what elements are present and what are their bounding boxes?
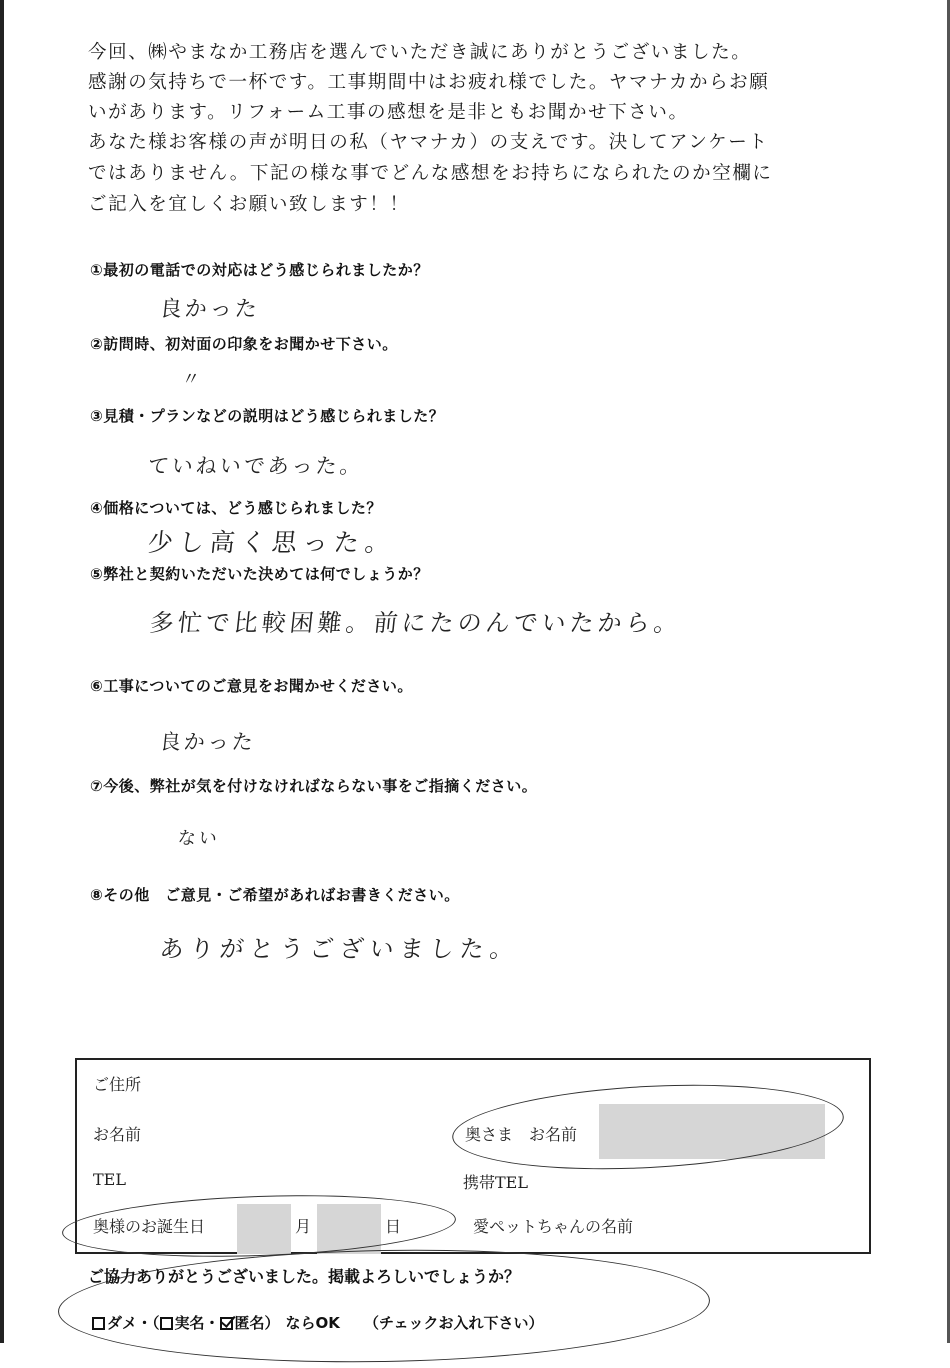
name-label: お名前 bbox=[93, 1125, 142, 1144]
consent-options bbox=[92, 1312, 544, 1333]
answer-4-handwritten: 少し高く思った。 bbox=[146, 528, 398, 557]
intro-line: 今回、㈱やまなか工務店を選んでいただき誠にありがとうございました。 bbox=[88, 42, 752, 63]
day-suffix: 日 bbox=[385, 1217, 402, 1236]
intro-line: いがあります。リフォーム工事の感想を是非ともお聞かせ下さい。 bbox=[88, 102, 689, 123]
anonymous-checkbox[interactable] bbox=[220, 1317, 233, 1330]
mobile-tel-label: 携帯TEL bbox=[463, 1173, 528, 1192]
tel-label: TEL bbox=[93, 1170, 126, 1189]
answer-1-handwritten: 良かった bbox=[158, 297, 262, 322]
question-8-label: ⑧その他 ご意見・ご希望があればお書きください。 bbox=[90, 886, 460, 904]
pet-name-label: 愛ペットちゃんの名前 bbox=[473, 1217, 634, 1236]
real-name-option-label: 実名・ bbox=[174, 1314, 220, 1332]
question-1-label: ①最初の電話での対応はどう感じられましたか？ bbox=[90, 261, 429, 279]
question-6-label: ⑥工事についてのご意見をお聞かせください。 bbox=[90, 677, 413, 695]
ng-option-label: ダメ・（ bbox=[107, 1314, 160, 1332]
question-3-label: ③見積・プランなどの説明はどう感じられました？ bbox=[90, 407, 445, 425]
answer-6-handwritten: 良かった bbox=[158, 730, 258, 754]
anonymous-option-label: 匿名） bbox=[234, 1314, 280, 1332]
ng-checkbox[interactable] bbox=[92, 1317, 105, 1330]
answer-7-handwritten: ない bbox=[176, 828, 221, 849]
answer-8-handwritten: ありがとうございました。 bbox=[158, 935, 522, 963]
consent-question: ご協力ありがとうございました。掲載よろしいでしょうか？ bbox=[88, 1267, 521, 1286]
answer-2-handwritten: 〃 bbox=[180, 369, 204, 390]
month-suffix: 月 bbox=[295, 1217, 312, 1236]
answer-3-handwritten: ていねいであった。 bbox=[146, 454, 365, 478]
intro-line: ではありません。下記の様な事でどんな感想をお持ちになられたのか空欄に bbox=[88, 163, 773, 184]
intro-line: ご記入を宜しくお願い致します！！ bbox=[88, 194, 410, 215]
handdrawn-circle-consent bbox=[57, 1244, 711, 1367]
question-5-label: ⑤弊社と契約いただいた決めては何でしょうか？ bbox=[90, 565, 429, 583]
address-label: ご住所 bbox=[93, 1075, 142, 1094]
real-name-checkbox[interactable] bbox=[160, 1317, 173, 1330]
intro-line: 感謝の気持ちで一杯です。工事期間中はお疲れ様でした。ヤマナカからお願 bbox=[88, 72, 770, 93]
answer-5-handwritten: 多忙で比較困難。前にたのんでいたから。 bbox=[148, 609, 684, 637]
wife-name-label: 奥さま お名前 bbox=[465, 1125, 578, 1144]
question-7-label: ⑦今後、弊社が気を付けなければならない事をご指摘ください。 bbox=[90, 777, 538, 795]
birthday-label: 奥様のお誕生日 bbox=[93, 1217, 206, 1236]
ok-text: ならOK bbox=[285, 1314, 340, 1332]
check-note: （チェックお入れ下さい） bbox=[363, 1314, 544, 1332]
question-4-label: ④価格については、どう感じられました？ bbox=[90, 499, 382, 517]
intro-line: あなた様お客様の声が明日の私（ヤマナカ）の支えです。決してアンケート bbox=[88, 132, 769, 153]
scan-edge-left bbox=[0, 0, 4, 1343]
question-2-label: ②訪問時、初対面の印象をお聞かせ下さい。 bbox=[90, 335, 398, 353]
